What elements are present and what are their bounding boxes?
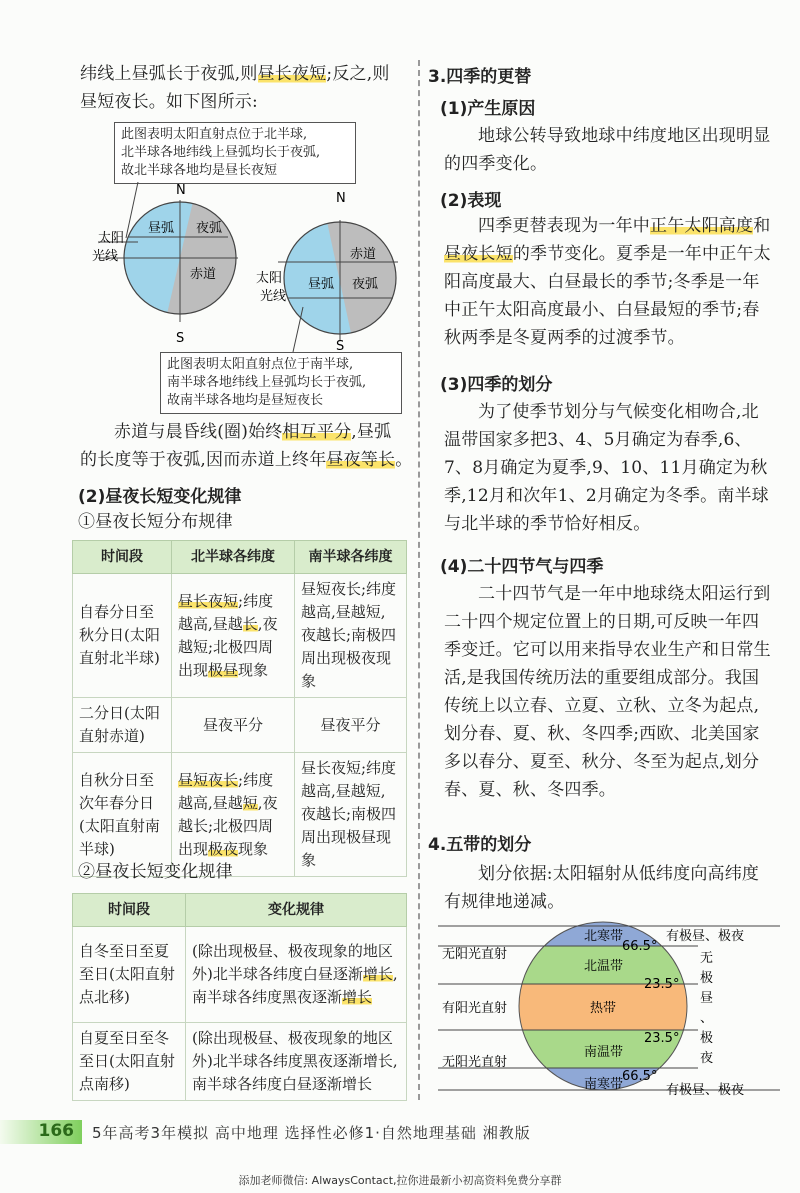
subsection-solar-terms-title: (4)二十四节气与四季 bbox=[440, 557, 604, 577]
highlight: 昼长夜短 bbox=[178, 591, 239, 610]
highlight: 正午太阳高度 bbox=[650, 216, 754, 236]
no-polar-char: 昼 bbox=[700, 991, 714, 1006]
table-header: 北半球各纬度 bbox=[172, 541, 295, 574]
text: 赤道与晨昏线(圈)始终 bbox=[114, 422, 283, 442]
highlight: 长 bbox=[242, 614, 258, 633]
zones-basis-paragraph: 划分依据:太阳辐射从低纬度向高纬度有规律地递减。 bbox=[444, 864, 760, 912]
text: 现象 bbox=[238, 660, 269, 679]
table-header: 时间段 bbox=[73, 541, 172, 574]
lat-23-north: 23.5° bbox=[644, 977, 680, 992]
no-direct-label-north: 无阳光直射 bbox=[442, 947, 508, 962]
night-arc-label: 夜弧 bbox=[196, 221, 223, 236]
subsection-2-title: ②昼夜长短变化规律 bbox=[78, 862, 233, 882]
south-label: S bbox=[176, 331, 185, 346]
table-row bbox=[73, 1023, 407, 1101]
highlight: 昼夜等长 bbox=[326, 450, 396, 470]
night-arc-label-2: 夜弧 bbox=[352, 277, 379, 292]
callout-line: 北半球各地纬线上昼弧均长于夜弧, bbox=[121, 145, 321, 160]
text: (除出现极昼、极夜现象的地区外)北半球各纬度白昼逐渐 bbox=[192, 942, 393, 983]
subsection-manifest-title: (2)表现 bbox=[440, 191, 502, 211]
subsection-division-title: (3)四季的划分 bbox=[440, 375, 553, 395]
callout-line: 南半球各地纬线上昼弧均长于夜弧, bbox=[167, 375, 367, 390]
north-frigid-label: 北寒带 bbox=[584, 929, 624, 944]
highlight: 增长 bbox=[362, 965, 393, 983]
text: 的季节变化。夏季是一年中正午太阳高度最大、白昼最长的季节;冬季是一年中正午太阳高度最小、白昼最短的季节;春秋两季是冬夏两季的过渡季节。 bbox=[444, 244, 771, 348]
callout-line: 故南半球各地均是昼短夜长 bbox=[167, 393, 324, 408]
table-cell: 自夏至日至冬至日(太阳直射点南移) bbox=[73, 1023, 186, 1101]
table-cell: 二分日(太阳直射赤道) bbox=[73, 698, 172, 753]
table-cell bbox=[186, 927, 407, 1023]
lat-66-south: 66.5° bbox=[622, 1069, 658, 1084]
table-cell: 自秋分日至次年春分日(太阳直射南半球) bbox=[73, 753, 172, 877]
day-arc-label: 昼弧 bbox=[148, 221, 175, 236]
polar-label-north: 有极昼、极夜 bbox=[666, 929, 745, 944]
text: ;反之,则 bbox=[326, 64, 390, 84]
highlight: 昼夜长短 bbox=[444, 244, 513, 264]
text: ,夜越短;北极四周出现 bbox=[178, 614, 278, 679]
table-row bbox=[73, 574, 407, 698]
north-label-2: N bbox=[336, 191, 346, 206]
distribution-table bbox=[72, 540, 407, 877]
text: 现象 bbox=[238, 839, 269, 858]
table-header: 变化规律 bbox=[186, 894, 407, 927]
table-cell bbox=[172, 574, 295, 698]
cause-paragraph: 地球公转导致地球中纬度地区出现明显的四季变化。 bbox=[444, 126, 771, 174]
highlight: 极昼 bbox=[208, 660, 239, 679]
five-zones-diagram bbox=[438, 918, 780, 1098]
sunlight-label-2: 光线 bbox=[92, 249, 119, 264]
sunlight-label-4: 光线 bbox=[260, 289, 287, 304]
text: 昼短夜长。如下图所示: bbox=[80, 92, 258, 112]
tropical-label: 热带 bbox=[590, 1001, 617, 1016]
manifest-paragraph bbox=[444, 212, 772, 352]
table-header: 南半球各纬度 bbox=[295, 541, 407, 574]
page-number-tab bbox=[0, 1120, 82, 1144]
no-polar-char: 夜 bbox=[700, 1051, 714, 1066]
equator-paragraph bbox=[80, 418, 415, 474]
table-cell: 自冬至日至夏至日(太阳直射点北移) bbox=[73, 927, 186, 1023]
table-header: 时间段 bbox=[73, 894, 186, 927]
no-polar-char: 极 bbox=[700, 971, 714, 986]
text: 和 bbox=[753, 216, 771, 236]
no-polar-char: 无 bbox=[700, 951, 714, 966]
highlight: 极夜 bbox=[208, 839, 239, 858]
highlight: 短 bbox=[242, 793, 258, 812]
day-arc-label-2: 昼弧 bbox=[308, 277, 335, 292]
day-night-diagram bbox=[78, 182, 418, 352]
book-title: 5年高考3年模拟 高中地理 选择性必修1·自然地理基础 湘教版 bbox=[92, 1124, 531, 1142]
text: ,昼弧 bbox=[351, 422, 392, 442]
polar-label-south: 有极昼、极夜 bbox=[666, 1083, 745, 1098]
table-row bbox=[73, 698, 407, 753]
no-polar-char: 极 bbox=[700, 1031, 714, 1046]
north-label: N bbox=[176, 183, 186, 198]
callout-line: 此图表明太阳直射点位于南半球, bbox=[167, 357, 354, 372]
table-cell: 昼夜平分 bbox=[172, 698, 295, 753]
south-frigid-label: 南寒带 bbox=[584, 1077, 624, 1092]
no-polar-char: 、 bbox=[700, 1011, 714, 1026]
text: ,夜越长;北极四周出现 bbox=[178, 793, 278, 858]
south-label-2: S bbox=[336, 339, 345, 352]
callout-north bbox=[114, 122, 356, 184]
table-cell: 自春分日至秋分日(太阳直射北半球) bbox=[73, 574, 172, 698]
page-number: 166 bbox=[38, 1121, 74, 1141]
section-3-title: 3.四季的更替 bbox=[428, 67, 532, 87]
solar-terms-paragraph: 二十四节气是一年中地球绕太阳运行到二十四个规定位置上的日期,可反映一年四季变迁。它可以用来指导农业生产和日常生活,是我国传统历法的重要组成部分。我国传统上以立春、立夏、立秋、立冬为起点,划分春、夏、秋、冬四季;西欧、北美国家多以春分、夏至、秋分、冬至为起点,划分春、夏、秋、冬四季。 bbox=[444, 584, 771, 800]
direct-label: 有阳光直射 bbox=[442, 1001, 508, 1016]
intro-paragraph bbox=[80, 60, 415, 116]
section-2-title: (2)昼夜长短变化规律 bbox=[78, 487, 242, 507]
sunlight-label-1: 太阳 bbox=[98, 231, 125, 246]
division-paragraph: 为了使季节划分与气候变化相吻合,北温带国家多把3、4、5月确定为春季,6、7、8月确定为夏季,9、10、11月确定为秋季,12月和次年1、2月确定为冬季。南半球与北半球的季节恰好相反。 bbox=[444, 402, 769, 534]
callout-south bbox=[160, 352, 402, 414]
text: 四季更替表现为一年中 bbox=[478, 216, 650, 236]
callout-line: 故北半球各地均是昼长夜短 bbox=[121, 163, 278, 178]
table-cell: 昼夜平分 bbox=[295, 698, 407, 753]
lat-23-south: 23.5° bbox=[644, 1031, 680, 1046]
text: 纬线上昼弧长于夜弧,则 bbox=[80, 64, 258, 84]
callout-line: 此图表明太阳直射点位于北半球, bbox=[121, 127, 308, 142]
text: ;纬度越高,昼越 bbox=[178, 591, 274, 633]
table-cell: 昼长夜短;纬度越高,昼越短,夜越长;南极四周出现极昼现象 bbox=[295, 753, 407, 877]
equator-label: 赤道 bbox=[190, 267, 217, 282]
text: 的长度等于夜弧,因而赤道上终年 bbox=[80, 450, 327, 470]
highlight: 相互平分 bbox=[282, 422, 352, 442]
table-row bbox=[73, 927, 407, 1023]
highlight: 增长 bbox=[342, 988, 373, 1006]
highlight: 昼长夜短 bbox=[257, 64, 327, 84]
subsection-1-title: ①昼夜长短分布规律 bbox=[78, 512, 233, 532]
sunlight-label-3: 太阳 bbox=[256, 271, 283, 286]
table-cell: 昼短夜长;纬度越高,昼越短,夜越长;南极四周出现极夜现象 bbox=[295, 574, 407, 698]
section-4-title: 4.五带的划分 bbox=[428, 835, 532, 855]
north-temperate-label: 北温带 bbox=[584, 959, 624, 974]
watermark: 添加老师微信: AlwaysContact,拉你进最新小初高资料免费分享群 bbox=[238, 1174, 562, 1187]
table-cell: (除出现极昼、极夜现象的地区外)北半球各纬度黑夜逐渐增长,南半球各纬度白昼逐渐增长 bbox=[186, 1023, 407, 1101]
subsection-cause-title: (1)产生原因 bbox=[440, 99, 536, 119]
text: 。 bbox=[395, 450, 413, 470]
highlight: 昼短夜长 bbox=[178, 770, 239, 789]
text: ;纬度越高,昼越 bbox=[178, 770, 274, 812]
column-divider bbox=[418, 60, 420, 1100]
south-temperate-label: 南温带 bbox=[584, 1045, 624, 1060]
lat-66-north: 66.5° bbox=[622, 939, 658, 954]
no-direct-label-south: 无阳光直射 bbox=[442, 1055, 508, 1070]
change-table bbox=[72, 893, 407, 1101]
equator-label-2: 赤道 bbox=[350, 247, 377, 262]
text: ,南半球各纬度黑夜逐渐 bbox=[192, 965, 398, 1006]
